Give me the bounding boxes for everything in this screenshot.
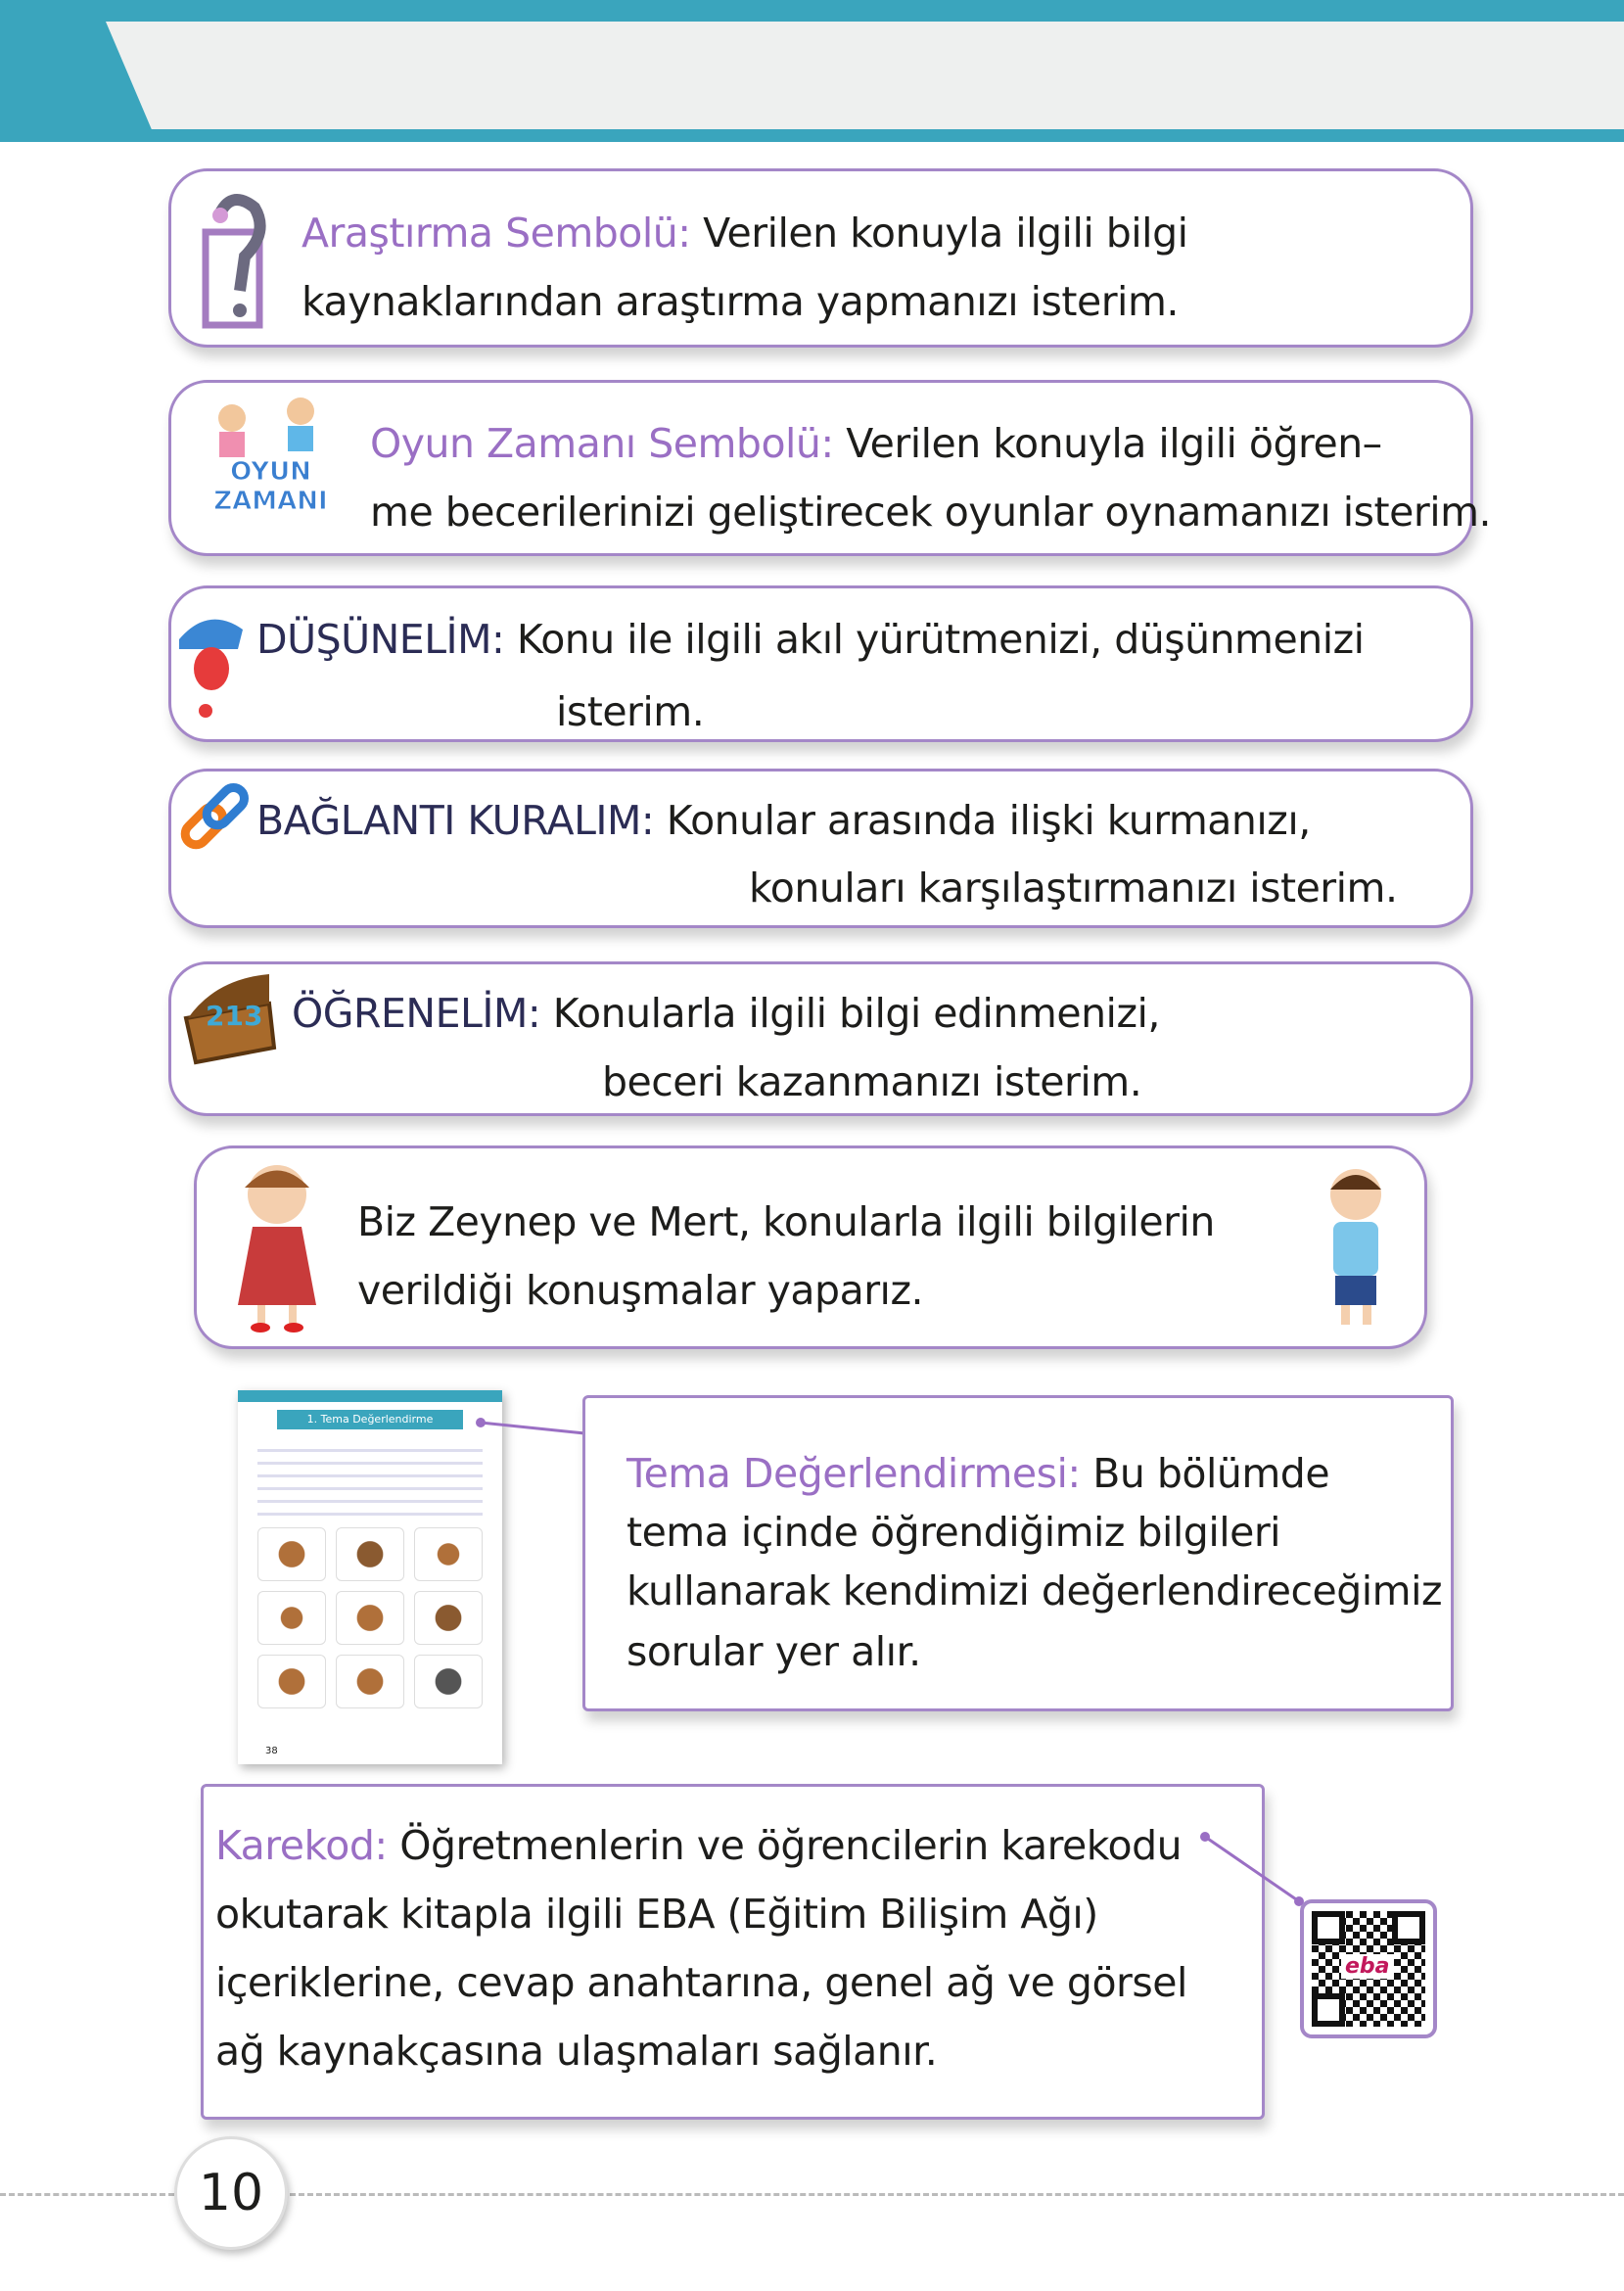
qr-code-pattern [1312,1911,1425,2027]
tema-line-3: kullanarak kendimizi değerlendireceğimiz [626,1567,1443,1614]
svg-text:213: 213 [206,1000,263,1032]
game-time-logo-icon [188,397,354,534]
karekod-line-3: içeriklerine, cevap anahtarına, genel ağ ve görsel [215,1959,1187,2006]
theme-evaluation-thumbnail [238,1390,502,1764]
characters-line-2: verildiği konuşmalar yaparız. [357,1267,923,1314]
think-line-1: DÜŞÜNELİM: Konu ile ilgili akıl yürütmenizi, düşünmenizi [256,616,1365,663]
tema-line-2: tema içinde öğrendiğimiz bilgileri [626,1509,1281,1556]
eba-logo: eba [1341,1954,1394,1979]
connection-line-1: BAĞLANTI KURALIM: Konular arasında ilişki kurmanızı, [256,797,1311,844]
header-panel [106,22,1624,129]
treasure-chest-icon [176,964,286,1067]
research-line-1: Araştırma Sembolü: Verilen konuyla ilgili bilgi [302,210,1188,257]
chain-link-icon [174,778,253,857]
thumbnail-page-number: 38 [265,1746,278,1756]
game-line-1: Oyun Zamanı Sembolü: Verilen konuyla ilgili öğren– [370,420,1382,467]
karekod-line-2: okutarak kitapla ilgili EBA (Eğitim Bilişim Ağı) [215,1891,1098,1938]
tema-line-1: Tema Değerlendirmesi: Bu bölümde [626,1450,1330,1497]
learn-line-2: beceri kazanmanızı isterim. [602,1058,1142,1105]
research-line-2: kaynaklarından araştırma yapmanızı isterim. [302,278,1179,325]
game-line-2: me becerilerinizi geliştirecek oyunlar oynamanızı isterim. [370,489,1492,536]
karekod-line-4: ağ kaynakçasına ulaşmaları sağlanır. [215,2028,938,2075]
karekod-line-1: Karekod: Öğretmenlerin ve öğrencilerin karekodu [215,1822,1183,1869]
learn-line-1: ÖĞRENELİM: Konularla ilgili bilgi edinmenizi, [292,990,1160,1037]
characters-line-1: Biz Zeynep ve Mert, konularla ilgili bilgilerin [357,1198,1215,1245]
thinking-cap-icon [174,605,248,723]
thumbnail-title: 1. Tema Değerlendirme [277,1410,463,1429]
qr-code[interactable] [1300,1899,1437,2038]
qr-connector-line [1199,1831,1307,1909]
page-number: 10 [174,2136,288,2250]
zeynep-character-icon [223,1153,331,1334]
question-notepad-icon [201,188,284,330]
footer-dashed-line-left [0,2193,174,2196]
mert-character-icon [1312,1155,1400,1336]
footer-dashed-line-right [290,2193,1624,2196]
think-line-2: isterim. [556,688,705,735]
connection-line-2: konuları karşılaştırmanızı isterim. [749,865,1398,912]
tema-line-4: sorular yer alır. [626,1628,921,1675]
game-time-logo-text: OYUN ZAMANI [213,457,328,516]
